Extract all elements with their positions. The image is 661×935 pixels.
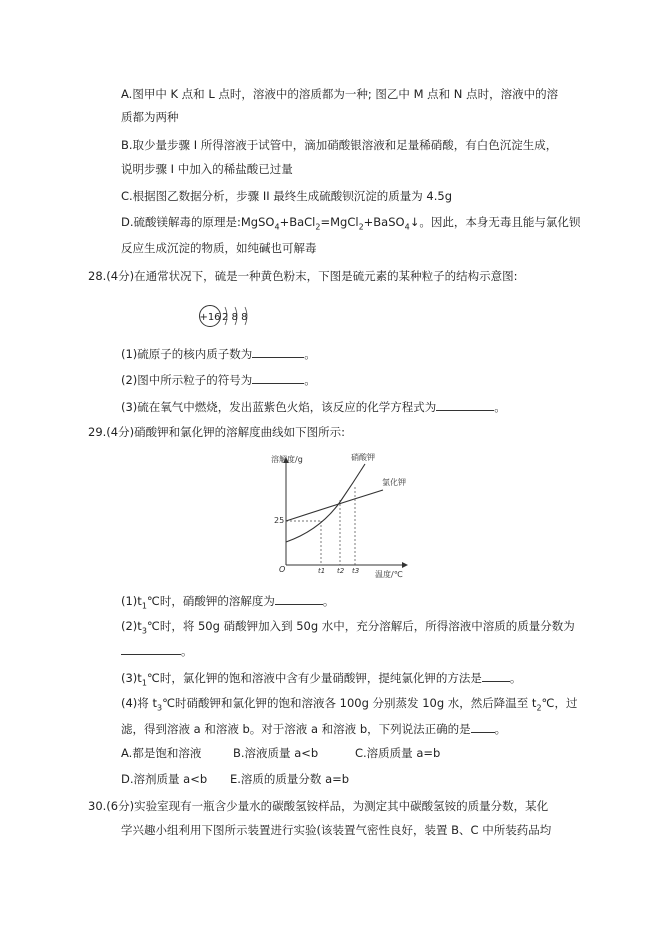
- q27-option-a-line1: A.图甲中 K 点和 L 点时，溶液中的溶质都为一种; 图乙中 M 点和 N 点时，溶液中的溶: [121, 87, 559, 101]
- series-kcl-label: 氯化钾: [382, 478, 406, 487]
- q29-stem: 29.(4分)硝酸钾和氯化钾的溶解度曲线如下图所示:: [88, 425, 345, 439]
- x-tick-t2: t2: [337, 567, 345, 575]
- q27-option-d-line1: D.硫酸镁解毒的原理是:MgSO$_4$+BaCl$_2$=MgCl$_2$+BaSO$_4$↓。因此，本身无毒且能与氯化钡: [121, 215, 581, 232]
- q29-option-b: B.溶液质量 a<b: [233, 746, 319, 760]
- x-tick-t1: t1: [318, 567, 326, 575]
- q29-option-d: D.溶剂质量 a<b: [121, 772, 208, 786]
- series-kno3-label: 硝酸钾: [351, 453, 375, 462]
- q28-part1: (1)硫原子的核内质子数为 。: [121, 347, 316, 361]
- q29-part2-line1: $(2)t_3℃$时，将 50g 硝酸钾加入到 50g 水中，充分溶解后，所得溶液中溶质的质量分数为: [121, 619, 575, 636]
- x-tick-t3: t3: [352, 567, 360, 575]
- q29-part4-line2: 滤，得到溶液 a 和溶液 b。对于溶液 a 和溶液 b，下列说法正确的是 。: [121, 722, 507, 736]
- q30-stem-line2: 学兴趣小组利用下图所示装置进行实验(该装置气密性良好，装置 B、C 中所装药品均: [121, 823, 552, 837]
- q29-option-a: A.都是饱和溶液: [121, 746, 202, 760]
- origin-label: O: [279, 565, 286, 574]
- q27-option-a-line2: 质都为两种: [121, 110, 179, 124]
- q30-stem-line1: 30.(6分)实验室现有一瓶含少量水的碳酸氢铵样品，为测定其中碳酸氢铵的质量分数，某化: [88, 799, 549, 813]
- q27-option-c: C.根据图乙数据分析，步骤 II 最终生成硫酸钡沉淀的质量为 4.5g: [121, 189, 453, 203]
- solubility-chart: [265, 450, 415, 580]
- x-axis-label: 温度/℃: [375, 570, 403, 579]
- q27-option-b-line2: 说明步骤 I 中加入的稀盐酸已过量: [121, 162, 293, 176]
- q28-stem: 28.(4分)在通常状况下，硫是一种黄色粉末，下图是硫元素的某种粒子的结构示意图:: [88, 269, 518, 283]
- q29-part4-line1: (4)将 $t_3℃$时硝酸钾和氯化钾的饱和溶液各 100g 分别蒸发 10g 水，然后降温至 $t_2℃$，过: [121, 696, 578, 713]
- q28-part3: (3)硫在氧气中燃烧，发出蓝紫色火焰，该反应的化学方程式为 。: [121, 400, 506, 414]
- y-tick-25: 25: [274, 516, 285, 525]
- series-kno3-curve: [286, 464, 365, 542]
- y-axis-label: 溶解度/g: [271, 455, 303, 464]
- shell-electrons: 2 8 8: [222, 312, 248, 323]
- series-kcl-curve: [286, 490, 383, 521]
- q29-part3: $(3)t_1℃$时，氯化钾的饱和溶液中含有少量硝酸钾，提纯氯化钾的方法是 。: [121, 671, 522, 688]
- q29-part2-line2: 。: [121, 642, 193, 659]
- q29-option-c: C.溶质质量 a=b: [355, 746, 441, 760]
- q29-part1: $(1)t_1℃$时，硝酸钾的溶解度为 。: [121, 594, 335, 611]
- q28-part2: (2)图中所示粒子的符号为 。: [121, 373, 316, 387]
- q27-option-d-line2: 反应生成沉淀的物质，如纯碱也可解毒: [121, 241, 317, 255]
- nucleus-label: +16: [199, 312, 221, 323]
- q27-option-b-line1: B.取少量步骤 I 所得溶液于试管中，滴加硝酸银溶液和足量稀硝酸，有白色沉淀生成，: [121, 138, 558, 152]
- sulfur-ion-structure-diagram: [198, 303, 268, 329]
- q29-option-e: E.溶质的质量分数 a=b: [230, 772, 350, 786]
